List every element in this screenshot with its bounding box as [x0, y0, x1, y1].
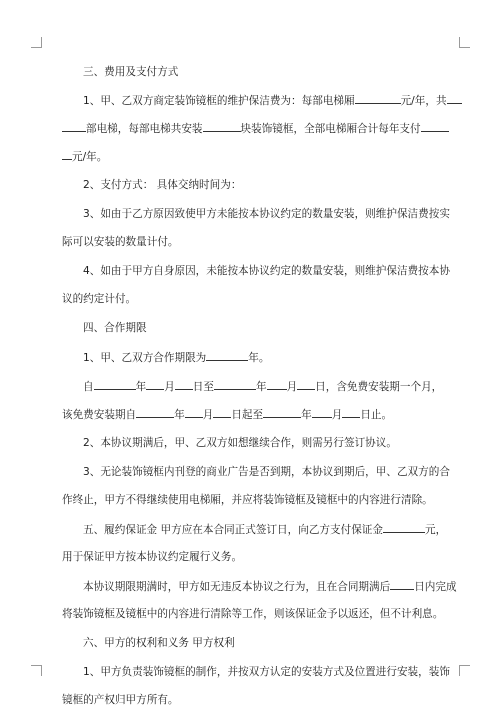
- corner-mark-bottom-left: [31, 665, 42, 676]
- term-dates-line-1: 自 年 月 日至 年 月 日，含免费安装期一个月，: [62, 378, 440, 394]
- clause-4-line-1: 4、如由于甲方自身原因，未能按本协议约定的数量安装，则维护保洁费按本协: [83, 265, 450, 277]
- blank-field: [146, 378, 164, 390]
- fee-clause-line-1: 1、甲、乙双方商定装饰镜框的维护保洁费为：每部电梯厢 元/年，共: [62, 92, 440, 108]
- document-body: [62, 64, 457, 708]
- term-clause-2: 2、本协议期满后，甲、乙双方如想继续合作，则需另行签订协议。: [83, 437, 397, 449]
- rights-clause-1-line-2: 镜框的产权归甲方所有。: [62, 694, 179, 706]
- section-6-heading: 六、甲方的权利和义务 甲方权利: [83, 637, 235, 649]
- rights-clause-1-line-1: 1、甲方负责装饰镜框的制作，并按双方认定的安装方式及位置进行安装，装饰: [83, 666, 450, 678]
- blank-field: [136, 406, 174, 418]
- section-5-deposit-line-2: 用于保证甲方按本协议约定履行义务。: [62, 551, 243, 563]
- deposit-return-line-2: 将装饰镜框及镜框中的内容进行清除等工作，则该保证金予以返还，但不计利息。: [62, 608, 444, 620]
- blank-field: [214, 378, 256, 390]
- blank-field: [383, 521, 425, 533]
- clause-3-line-2: 际可以安装的数量计付。: [62, 236, 179, 248]
- blank-field: [185, 406, 203, 418]
- blank-field: [297, 378, 315, 390]
- blank-field: [312, 406, 332, 418]
- blank-field: [355, 92, 401, 104]
- section-4-heading: 四、合作期限: [83, 322, 147, 334]
- blank-field: [421, 120, 449, 132]
- fee-clause-line-3: 元/年。: [62, 148, 440, 164]
- blank-field: [94, 378, 136, 390]
- blank-field: [206, 349, 248, 361]
- section-3-heading: 三、费用及支付方式: [83, 66, 179, 78]
- blank-field: [263, 406, 301, 418]
- blank-field: [175, 378, 193, 390]
- blank-field: [62, 120, 86, 132]
- payment-method: 2、支付方式： 具体交纳时间为：: [83, 179, 242, 191]
- deposit-return-line-1: 本协议期限期满时，甲方如无违反本协议之行为，且在合同期满后 日内完成: [62, 578, 440, 594]
- blank-field: [62, 148, 72, 160]
- term-clause-3-line-2: 作终止，甲方不得继续使用电梯厢，并应将装饰镜框及镜框中的内容进行清除。: [62, 494, 433, 506]
- blank-field: [390, 578, 414, 590]
- blank-field: [213, 406, 231, 418]
- corner-mark-bottom-right: [459, 665, 470, 676]
- blank-field: [203, 120, 241, 132]
- term-clause-1: 1、甲、乙双方合作期限为 年。: [62, 349, 440, 365]
- corner-mark-top-right: [459, 37, 470, 48]
- blank-field: [447, 92, 462, 104]
- section-5-deposit-line-1: 五、履约保证金 甲方应在本合同正式签订日，向乙方支付保证金 元，: [62, 521, 440, 537]
- clause-4-line-2: 议的约定计付。: [62, 293, 137, 305]
- term-clause-3-line-1: 3、无论装饰镜框内刊登的商业广告是否到期，本协议到期后，甲、乙双方的合: [83, 466, 450, 478]
- blank-field: [267, 378, 287, 390]
- corner-mark-top-left: [31, 37, 42, 48]
- blank-field: [342, 406, 360, 418]
- clause-3-line-1: 3、如由于乙方原因致使甲方未能按本协议约定的数量安装，则维护保洁费按实: [83, 208, 450, 220]
- fee-clause-line-2: 部电梯，每部电梯共安装 块装饰镜框，全部电梯厢合计每年支付: [62, 120, 440, 136]
- term-dates-line-2: 该免费安装期自 年 月 日起至 年 月 日止。: [62, 406, 440, 422]
